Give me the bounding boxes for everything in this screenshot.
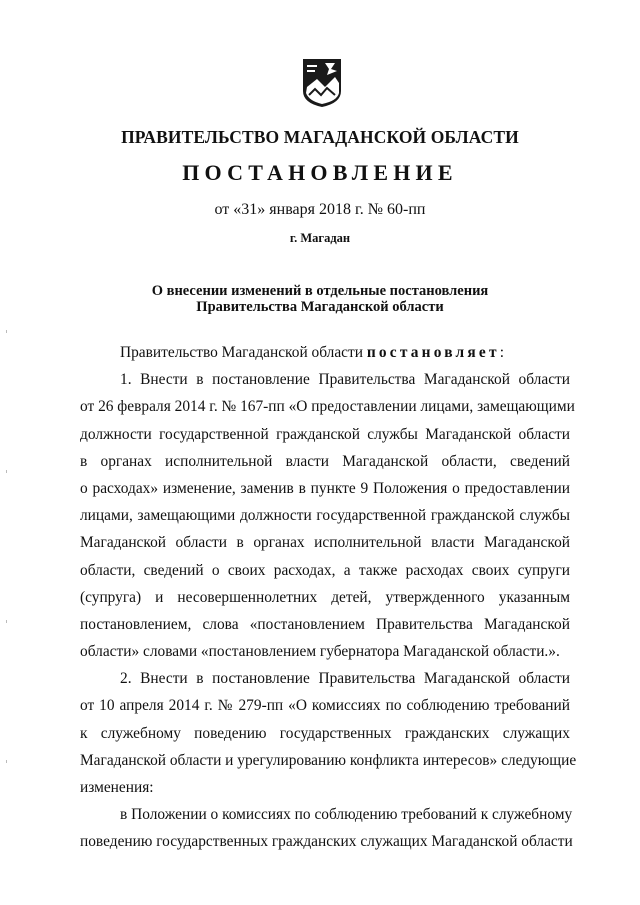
- body-line: области, сведений о своих расходах, а также расходах своих супруги: [80, 561, 570, 579]
- preamble-prefix: Правительство Магаданской области: [120, 344, 367, 361]
- body-line: постановлением, слова «постановлением Правительства Магаданской: [80, 615, 570, 633]
- magadan-coat-of-arms-icon: [301, 57, 343, 109]
- document-subject: [0, 283, 640, 315]
- subject-line: О внесении изменений в отдельные постановления: [151, 283, 489, 299]
- body-line: к служебному поведению государственных гражданских служащих: [80, 724, 570, 742]
- body-line: Магаданской области и урегулированию конфликта интересов» следующие: [80, 751, 577, 769]
- scan-margin-marks: [6, 290, 8, 790]
- preamble-keyword: постановляет: [366, 344, 500, 361]
- body-line: Магаданской области в органах исполнительной власти Магаданской: [80, 534, 570, 552]
- body-line: изменения:: [80, 779, 154, 796]
- body-line: в органах исполнительной власти Магаданской области, сведений: [80, 452, 570, 470]
- preamble-suffix: :: [499, 344, 504, 361]
- body-line: о расходах» изменение, заменив в пункте 9 Положения о предоставлении: [80, 479, 570, 497]
- body-line: 1. Внести в постановление Правительства Магаданской области: [120, 371, 570, 389]
- preamble-line: [80, 339, 570, 366]
- body-line: должности государственной гражданской службы Магаданской области: [80, 425, 570, 443]
- subject-line: Правительства Магаданской области: [196, 299, 444, 315]
- body-line: от 10 апреля 2014 г. № 279-пп «О комиссиях по соблюдению требований: [80, 697, 570, 715]
- document-body: [80, 339, 577, 856]
- body-line: в Положении о комиссиях по соблюдению требований к служебному: [120, 806, 573, 824]
- body-line: 2. Внести в постановление Правительства Магаданской области: [120, 670, 570, 688]
- body-line: области» словами «постановлением губернатора Магаданской области.».: [80, 643, 560, 661]
- government-title: ПРАВИТЕЛЬСТВО МАГАДАНСКОЙ ОБЛАСТИ: [121, 127, 519, 147]
- document-type-title: ПОСТАНОВЛЕНИЕ: [182, 160, 458, 185]
- body-line: поведению государственных гражданских служащих Магаданской области: [80, 833, 573, 851]
- document-city: г. Магадан: [289, 231, 351, 245]
- body-line: лицами, замещающими должности государственной гражданской службы: [80, 507, 570, 525]
- document-date-number: от «31» января 2018 г. № 60-пп: [214, 201, 426, 218]
- body-line: (супруга) и несовершеннолетних детей, утвержденного указанным: [80, 588, 570, 606]
- body-line: от 26 февраля 2014 г. № 167-пп «О предоставлении лицами, замещающими: [80, 398, 575, 416]
